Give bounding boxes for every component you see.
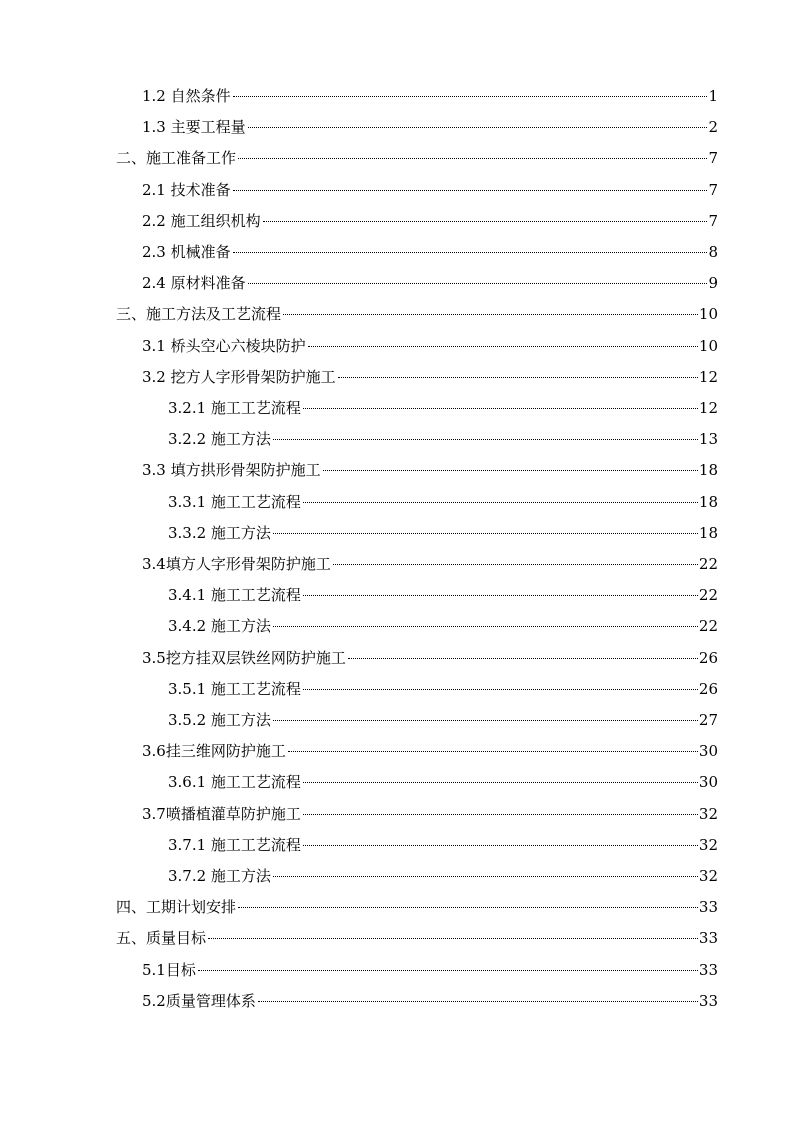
- toc-entry[interactable]: [142, 115, 718, 139]
- toc-entry[interactable]: [142, 989, 718, 1013]
- toc-entry[interactable]: [116, 146, 718, 170]
- toc-dot-leader: [283, 314, 698, 315]
- toc-dot-leader: [303, 595, 698, 596]
- toc-entry-page-number: 10: [698, 336, 718, 355]
- toc-entry[interactable]: [142, 209, 718, 233]
- toc-entry-page-number: 33: [698, 898, 718, 917]
- toc-dot-leader: [273, 439, 698, 440]
- toc-entry-page-number: 30: [698, 773, 718, 792]
- toc-dot-leader: [288, 751, 698, 752]
- toc-entry-title: 3.6挂三维网防护施工: [142, 742, 286, 761]
- toc-dot-leader: [303, 814, 698, 815]
- toc-entry[interactable]: [168, 490, 718, 514]
- toc-dot-leader: [273, 876, 698, 877]
- toc-entry[interactable]: [142, 458, 718, 482]
- toc-entry[interactable]: [142, 84, 718, 108]
- toc-entry-title: 3.4.1 施工工艺流程: [168, 586, 301, 605]
- toc-entry[interactable]: [142, 739, 718, 763]
- toc-entry[interactable]: [142, 958, 718, 982]
- toc-entry[interactable]: [142, 240, 718, 264]
- toc-dot-leader: [273, 720, 698, 721]
- toc-dot-leader: [233, 190, 708, 191]
- toc-entry-page-number: 22: [698, 555, 718, 573]
- toc-dot-leader: [248, 127, 708, 128]
- toc-entry-page-number: 1: [708, 87, 718, 105]
- toc-entry-title: 3.7.1 施工工艺流程: [168, 835, 301, 854]
- toc-entry-page-number: 18: [698, 492, 718, 511]
- toc-entry[interactable]: [168, 427, 718, 451]
- toc-entry-page-number: 26: [698, 648, 718, 667]
- toc-entry[interactable]: [168, 864, 718, 888]
- toc-entry[interactable]: [168, 396, 718, 420]
- toc-entry-page-number: 27: [698, 711, 718, 729]
- toc-entry-page-number: 18: [698, 523, 718, 542]
- toc-entry-title: 2.4 原材料准备: [142, 274, 246, 293]
- toc-entry[interactable]: [116, 302, 718, 326]
- toc-entry-title: 3.5.2 施工方法: [168, 711, 271, 729]
- toc-dot-leader: [338, 377, 698, 378]
- toc-entry-title: 2.1 技术准备: [142, 180, 231, 199]
- toc-entry-page-number: 32: [698, 804, 718, 823]
- toc-entry[interactable]: [142, 802, 718, 826]
- toc-entry[interactable]: [168, 708, 718, 732]
- toc-entry-page-number: 33: [698, 929, 718, 948]
- toc-dot-leader: [303, 689, 698, 690]
- toc-entry-page-number: 13: [698, 430, 718, 449]
- toc-entry-page-number: 2: [708, 118, 718, 137]
- toc-entry[interactable]: [142, 552, 718, 576]
- toc-entry-title: 3.3.1 施工工艺流程: [168, 492, 301, 511]
- toc-entry[interactable]: [168, 521, 718, 545]
- toc-entry-page-number: 7: [708, 211, 718, 230]
- toc-entry-page-number: 9: [708, 274, 718, 293]
- toc-entry-title: 3.2.1 施工工艺流程: [168, 399, 301, 417]
- toc-entry-title: 3.7.2 施工方法: [168, 867, 271, 885]
- toc-entry-title: 3.2.2 施工方法: [168, 430, 271, 449]
- toc-dot-leader: [248, 283, 708, 284]
- toc-dot-leader: [323, 470, 698, 471]
- toc-entry-page-number: 7: [708, 180, 718, 199]
- toc-entry[interactable]: [142, 646, 718, 670]
- toc-dot-leader: [238, 158, 707, 159]
- toc-entry-page-number: 12: [698, 367, 718, 386]
- toc-entry[interactable]: [142, 334, 718, 358]
- toc-entry[interactable]: [168, 614, 718, 638]
- toc-dot-leader: [303, 782, 698, 783]
- toc-entry-title: 3.2 挖方人字形骨架防护施工: [142, 367, 336, 386]
- toc-entry-title: 3.5挖方挂双层铁丝网防护施工: [142, 648, 346, 667]
- toc-entry-title: 2.3 机械准备: [142, 243, 231, 261]
- toc-entry-title: 5.1目标: [142, 960, 196, 979]
- toc-entry-page-number: 32: [698, 867, 718, 885]
- toc-entry-page-number: 22: [698, 617, 718, 636]
- toc-dot-leader: [233, 96, 708, 97]
- toc-entry-title: 3.3 填方拱形骨架防护施工: [142, 461, 321, 480]
- toc-entry-title: 3.7喷播植灌草防护施工: [142, 804, 301, 823]
- toc-entry-page-number: 7: [708, 149, 718, 168]
- toc-entry-page-number: 33: [698, 960, 718, 979]
- toc-entry-title: 3.4填方人字形骨架防护施工: [142, 555, 331, 573]
- toc-entry-title: 5.2质量管理体系: [142, 991, 256, 1010]
- toc-entry-page-number: 33: [698, 991, 718, 1010]
- toc-dot-leader: [348, 658, 698, 659]
- toc-entry[interactable]: [142, 271, 718, 295]
- toc-dot-leader: [273, 533, 698, 534]
- toc-dot-leader: [303, 502, 698, 503]
- toc-entry[interactable]: [168, 677, 718, 701]
- toc-entry-title: 五、质量目标: [116, 929, 207, 948]
- toc-entry-page-number: 18: [698, 461, 718, 480]
- toc-entry-title: 3.4.2 施工方法: [168, 617, 271, 636]
- toc-entry[interactable]: [168, 770, 718, 794]
- toc-entry-title: 3.1 桥头空心六棱块防护: [142, 336, 306, 355]
- toc-entry-title: 二、施工准备工作: [116, 149, 237, 168]
- toc-entry-title: 3.5.1 施工工艺流程: [168, 679, 301, 698]
- toc-entry-page-number: 10: [698, 305, 718, 324]
- toc-entry-page-number: 22: [698, 586, 718, 605]
- toc-entry-title: 3.6.1 施工工艺流程: [168, 773, 301, 792]
- toc-entry-title: 1.2 自然条件: [142, 87, 231, 105]
- toc-entry[interactable]: [116, 895, 718, 919]
- toc-entry[interactable]: [142, 178, 718, 202]
- toc-entry-page-number: 8: [708, 243, 718, 261]
- toc-entry[interactable]: [168, 583, 718, 607]
- toc-entry-title: 三、施工方法及工艺流程: [116, 305, 282, 324]
- toc-dot-leader: [303, 408, 698, 409]
- toc-entry-title: 1.3 主要工程量: [142, 118, 246, 137]
- toc-entry-page-number: 32: [698, 835, 718, 854]
- toc-dot-leader: [303, 845, 698, 846]
- toc-dot-leader: [198, 970, 698, 971]
- toc-dot-leader: [308, 346, 698, 347]
- toc-entry-page-number: 12: [698, 399, 718, 417]
- toc-dot-leader: [263, 221, 708, 222]
- toc-entry[interactable]: [142, 365, 718, 389]
- toc-entry-page-number: 30: [698, 742, 718, 761]
- toc-entry-title: 四、工期计划安排: [116, 898, 237, 917]
- toc-dot-leader: [273, 626, 698, 627]
- toc-dot-leader: [258, 1001, 698, 1002]
- toc-dot-leader: [238, 907, 698, 908]
- toc-dot-leader: [333, 564, 698, 565]
- toc-entry[interactable]: [116, 926, 718, 950]
- toc-dot-leader: [233, 252, 708, 253]
- toc-entry[interactable]: [168, 833, 718, 857]
- toc-entry-title: 3.3.2 施工方法: [168, 523, 271, 542]
- toc-entry-title: 2.2 施工组织机构: [142, 211, 261, 230]
- toc-dot-leader: [208, 938, 698, 939]
- toc-entry-page-number: 26: [698, 679, 718, 698]
